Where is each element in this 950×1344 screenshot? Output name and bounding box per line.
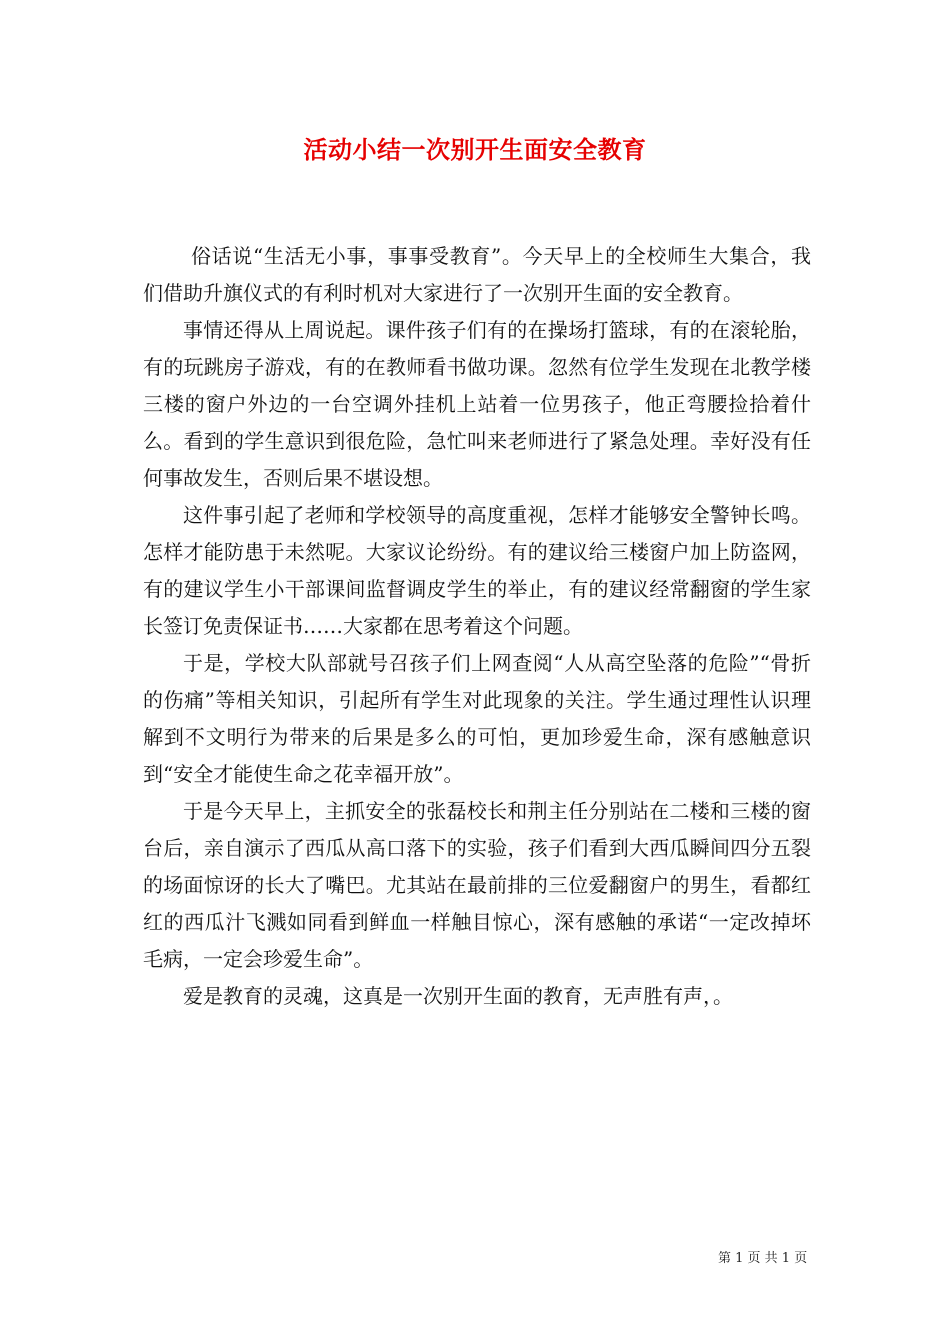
page-footer: 第 1 页 共 1 页: [718, 1251, 808, 1266]
document-body: [143, 238, 811, 1015]
paragraph: 爱是教育的灵魂，这真是一次别开生面的教育，无声胜有声，。: [183, 984, 733, 1008]
document-title: 活动小结一次别开生面安全教育: [303, 135, 647, 164]
paragraph: 于是今天早上，主抓安全的张磊校长和荆主任分别站在二楼和三楼的窗台后，亲自演示了西瓜从高口落下的实验，孩子们看到大西瓜瞬间四分五裂的场面惊讶的长大了嘴巴。尤其站在最前排的三位爱翻窗户的男生，看都红红的西瓜汁飞溅如同看到鲜血一样触目惊心，深有感触的承诺“一定改掉坏毛病，一定会珍爱生命”。: [143, 799, 811, 971]
paragraph: 事情还得从上周说起。课件孩子们有的在操场打篮球，有的在滚轮胎，有的玩跳房子游戏，有的在教师看书做功课。忽然有位学生发现在北教学楼三楼的窗户外边的一台空调外挂机上站着一位男孩子，他正弯腰捡拾着什么。看到的学生意识到很危险，急忙叫来老师进行了紧急处理。幸好没有任何事故发生，否则后果不堪设想。: [143, 318, 811, 490]
paragraph: 于是，学校大队部就号召孩子们上网查阅“人从高空坠落的危险”“骨折的伤痛”等相关知识，引起所有学生对此现象的关注。学生通过理性认识理解到不文明行为带来的后果是多么的可怕，更加珍爱生命，深有感触意识到“安全才能使生命之花幸福开放”。: [143, 651, 811, 786]
paragraph: 这件事引起了老师和学校领导的高度重视，怎样才能够安全警钟长鸣。怎样才能防患于未然呢。大家议论纷纷。有的建议给三楼窗户加上防盗网，有的建议学生小干部课间监督调皮学生的举止，有的建议经常翻窗的学生家长签订免责保证书……大家都在思考着这个问题。: [143, 503, 811, 638]
paragraph: 俗话说“生活无小事，事事受教育”。今天早上的全校师生大集合，我们借助升旗仪式的有利时机对大家进行了一次别开生面的安全教育。: [143, 244, 811, 305]
